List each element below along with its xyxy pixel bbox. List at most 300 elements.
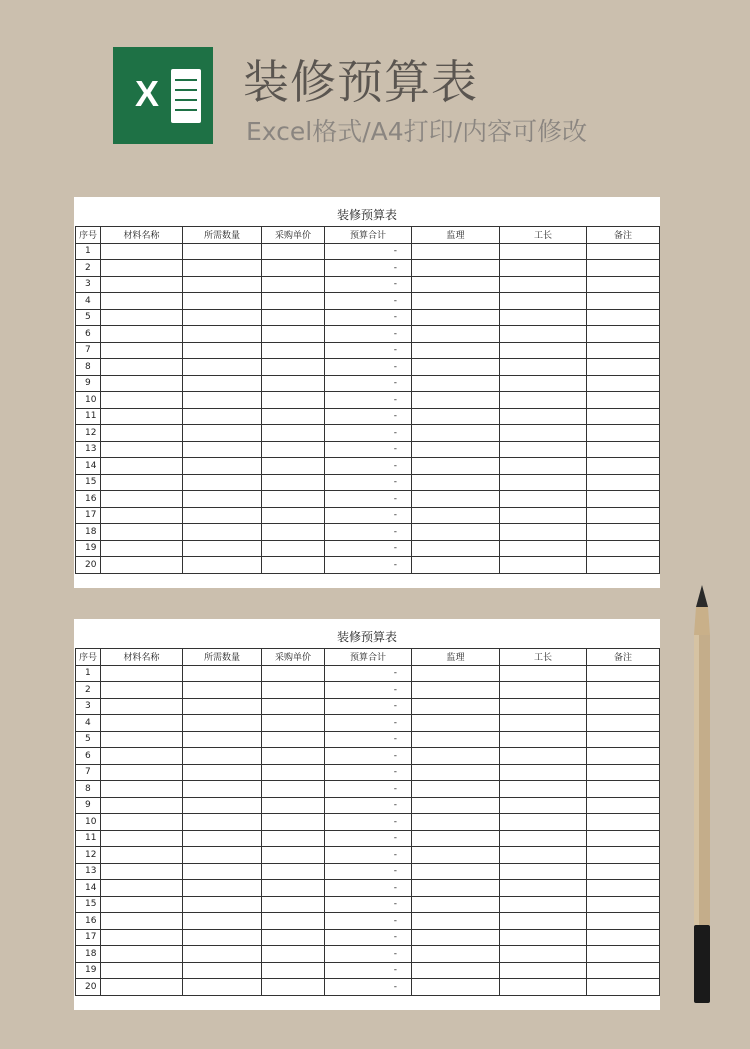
table-cell[interactable]	[500, 979, 587, 996]
table-cell[interactable]	[500, 748, 587, 765]
table-cell[interactable]	[183, 781, 262, 798]
table-cell[interactable]	[183, 830, 262, 847]
table-cell[interactable]	[101, 715, 183, 732]
table-cell[interactable]	[262, 682, 325, 699]
table-cell[interactable]	[587, 260, 660, 277]
table-cell[interactable]	[412, 731, 500, 748]
table-cell[interactable]	[587, 540, 660, 557]
budget-total-cell[interactable]: -	[325, 764, 412, 781]
table-cell[interactable]	[500, 731, 587, 748]
table-cell[interactable]	[262, 524, 325, 541]
row-number-cell: 16	[76, 913, 101, 930]
table-cell[interactable]	[101, 781, 183, 798]
table-cell[interactable]	[412, 375, 500, 392]
table-cell[interactable]	[587, 682, 660, 699]
table-cell[interactable]	[587, 896, 660, 913]
table-cell[interactable]	[500, 243, 587, 260]
budget-total-cell[interactable]: -	[325, 979, 412, 996]
table-cell[interactable]	[500, 524, 587, 541]
table-cell[interactable]	[183, 896, 262, 913]
table-cell[interactable]	[587, 524, 660, 541]
table-cell[interactable]	[101, 309, 183, 326]
table-cell[interactable]	[412, 326, 500, 343]
table-cell[interactable]	[262, 748, 325, 765]
table-cell[interactable]	[262, 326, 325, 343]
table-cell[interactable]	[183, 913, 262, 930]
budget-total-cell[interactable]: -	[325, 425, 412, 442]
table-cell[interactable]	[587, 979, 660, 996]
table-cell[interactable]	[101, 682, 183, 699]
table-row	[76, 524, 660, 541]
table-cell[interactable]	[101, 491, 183, 508]
table-cell[interactable]	[183, 260, 262, 277]
budget-total-cell[interactable]: -	[325, 748, 412, 765]
table-cell[interactable]	[587, 425, 660, 442]
table-cell[interactable]	[262, 665, 325, 682]
table-cell[interactable]	[500, 665, 587, 682]
row-number-cell: 16	[76, 491, 101, 508]
table-cell[interactable]	[262, 392, 325, 409]
table-cell[interactable]	[412, 557, 500, 574]
table-cell[interactable]	[262, 342, 325, 359]
table-cell[interactable]	[587, 507, 660, 524]
table-cell[interactable]	[183, 946, 262, 963]
table-cell[interactable]	[500, 293, 587, 310]
table-cell[interactable]	[183, 276, 262, 293]
table-cell[interactable]	[412, 540, 500, 557]
table-cell[interactable]	[412, 880, 500, 897]
table-cell[interactable]	[587, 962, 660, 979]
table-cell[interactable]	[587, 764, 660, 781]
table-cell[interactable]	[101, 557, 183, 574]
table-cell[interactable]	[587, 665, 660, 682]
table-cell[interactable]	[101, 458, 183, 475]
table-cell[interactable]	[183, 979, 262, 996]
table-cell[interactable]	[500, 326, 587, 343]
table-cell[interactable]	[412, 814, 500, 831]
table-cell[interactable]	[183, 929, 262, 946]
row-number-cell: 10	[76, 814, 101, 831]
table-cell[interactable]	[587, 929, 660, 946]
budget-total-cell[interactable]: -	[325, 830, 412, 847]
table-cell[interactable]	[500, 408, 587, 425]
table-cell[interactable]	[183, 731, 262, 748]
table-cell[interactable]	[183, 309, 262, 326]
table-cell[interactable]	[183, 847, 262, 864]
table-cell[interactable]	[500, 540, 587, 557]
table-cell[interactable]	[500, 781, 587, 798]
table-cell[interactable]	[101, 326, 183, 343]
table-cell[interactable]	[183, 375, 262, 392]
budget-total-cell[interactable]: -	[325, 814, 412, 831]
table-cell[interactable]	[101, 342, 183, 359]
table-cell[interactable]	[101, 243, 183, 260]
budget-total-cell[interactable]: -	[325, 408, 412, 425]
budget-total-cell[interactable]: -	[325, 392, 412, 409]
table-row	[76, 962, 660, 979]
budget-total-cell[interactable]: -	[325, 243, 412, 260]
table-cell[interactable]	[587, 276, 660, 293]
table-cell[interactable]	[412, 797, 500, 814]
table-cell[interactable]	[412, 830, 500, 847]
table-cell[interactable]	[183, 880, 262, 897]
table-cell[interactable]	[587, 243, 660, 260]
row-number-cell: 8	[76, 359, 101, 376]
table-cell[interactable]	[587, 441, 660, 458]
table-cell[interactable]	[412, 863, 500, 880]
table-cell[interactable]	[587, 748, 660, 765]
table-cell[interactable]	[101, 929, 183, 946]
table-cell[interactable]	[500, 474, 587, 491]
budget-total-cell[interactable]: -	[325, 557, 412, 574]
table-cell[interactable]	[262, 830, 325, 847]
table-cell[interactable]	[183, 425, 262, 442]
table-cell[interactable]	[262, 425, 325, 442]
table-cell[interactable]	[500, 814, 587, 831]
table-cell[interactable]	[183, 342, 262, 359]
budget-total-cell[interactable]: -	[325, 896, 412, 913]
table-cell[interactable]	[262, 979, 325, 996]
table-cell[interactable]	[500, 698, 587, 715]
table-cell[interactable]	[101, 665, 183, 682]
budget-total-cell[interactable]: -	[325, 946, 412, 963]
table-cell[interactable]	[262, 309, 325, 326]
table-cell[interactable]	[500, 425, 587, 442]
table-cell[interactable]	[500, 896, 587, 913]
table-cell[interactable]	[183, 715, 262, 732]
table-row	[76, 276, 660, 293]
table-cell[interactable]	[587, 698, 660, 715]
budget-total-cell[interactable]: -	[325, 665, 412, 682]
table-cell[interactable]	[412, 260, 500, 277]
table-cell[interactable]	[183, 540, 262, 557]
table-cell[interactable]	[587, 913, 660, 930]
table-cell[interactable]	[183, 359, 262, 376]
table-cell[interactable]	[587, 375, 660, 392]
table-cell[interactable]	[101, 260, 183, 277]
table-cell[interactable]	[183, 682, 262, 699]
budget-total-cell[interactable]: -	[325, 863, 412, 880]
table-cell[interactable]	[500, 847, 587, 864]
column-header: 材料名称	[101, 227, 183, 244]
table-cell[interactable]	[412, 441, 500, 458]
table-row	[76, 408, 660, 425]
table-cell[interactable]	[262, 962, 325, 979]
table-cell[interactable]	[262, 698, 325, 715]
table-cell[interactable]	[500, 359, 587, 376]
table-cell[interactable]	[500, 764, 587, 781]
budget-total-cell[interactable]: -	[325, 375, 412, 392]
table-cell[interactable]	[262, 797, 325, 814]
table-cell[interactable]	[587, 408, 660, 425]
budget-total-cell[interactable]: -	[325, 276, 412, 293]
budget-total-cell[interactable]: -	[325, 293, 412, 310]
table-cell[interactable]	[412, 715, 500, 732]
table-cell[interactable]	[101, 946, 183, 963]
table-cell[interactable]	[587, 863, 660, 880]
budget-total-cell[interactable]: -	[325, 781, 412, 798]
table-row	[76, 375, 660, 392]
table-cell[interactable]	[183, 524, 262, 541]
table-cell[interactable]	[101, 293, 183, 310]
table-cell[interactable]	[183, 293, 262, 310]
table-cell[interactable]	[500, 260, 587, 277]
table-cell[interactable]	[412, 764, 500, 781]
table-cell[interactable]	[500, 557, 587, 574]
table-cell[interactable]	[183, 474, 262, 491]
table-cell[interactable]	[101, 731, 183, 748]
table-cell[interactable]	[412, 309, 500, 326]
table-cell[interactable]	[500, 913, 587, 930]
budget-total-cell[interactable]: -	[325, 698, 412, 715]
table-cell[interactable]	[262, 929, 325, 946]
table-cell[interactable]	[101, 698, 183, 715]
table-cell[interactable]	[183, 408, 262, 425]
table-cell[interactable]	[412, 458, 500, 475]
sheet-title: 装修预算表	[336, 208, 397, 222]
table-cell[interactable]	[262, 946, 325, 963]
table-cell[interactable]	[262, 260, 325, 277]
table-cell[interactable]	[500, 830, 587, 847]
table-cell[interactable]	[262, 507, 325, 524]
table-cell[interactable]	[183, 441, 262, 458]
table-cell[interactable]	[262, 276, 325, 293]
table-cell[interactable]	[262, 243, 325, 260]
table-cell[interactable]	[183, 797, 262, 814]
table-cell[interactable]	[101, 880, 183, 897]
table-cell[interactable]	[412, 276, 500, 293]
table-row	[76, 863, 660, 880]
table-cell[interactable]	[183, 491, 262, 508]
table-cell[interactable]	[262, 847, 325, 864]
budget-total-cell[interactable]: -	[325, 359, 412, 376]
table-cell[interactable]	[412, 293, 500, 310]
table-cell[interactable]	[262, 715, 325, 732]
budget-total-cell[interactable]: -	[325, 491, 412, 508]
table-cell[interactable]	[412, 979, 500, 996]
table-cell[interactable]	[500, 491, 587, 508]
table-cell[interactable]	[412, 962, 500, 979]
table-cell[interactable]	[262, 896, 325, 913]
row-number-cell: 7	[76, 764, 101, 781]
table-row	[76, 929, 660, 946]
table-cell[interactable]	[101, 540, 183, 557]
table-cell[interactable]	[183, 962, 262, 979]
table-cell[interactable]	[262, 474, 325, 491]
table-cell[interactable]	[262, 913, 325, 930]
table-cell[interactable]	[101, 524, 183, 541]
table-cell[interactable]	[101, 375, 183, 392]
table-cell[interactable]	[101, 425, 183, 442]
table-cell[interactable]	[500, 880, 587, 897]
table-cell[interactable]	[101, 913, 183, 930]
table-cell[interactable]	[101, 797, 183, 814]
table-cell[interactable]	[183, 458, 262, 475]
table-cell[interactable]	[500, 375, 587, 392]
table-cell[interactable]	[101, 863, 183, 880]
table-cell[interactable]	[412, 665, 500, 682]
table-cell[interactable]	[500, 682, 587, 699]
table-cell[interactable]	[262, 731, 325, 748]
table-cell[interactable]	[262, 359, 325, 376]
table-cell[interactable]	[500, 458, 587, 475]
table-cell[interactable]	[587, 359, 660, 376]
table-cell[interactable]	[101, 979, 183, 996]
table-cell[interactable]	[500, 441, 587, 458]
table-cell[interactable]	[587, 557, 660, 574]
table-cell[interactable]	[500, 797, 587, 814]
budget-total-cell[interactable]: -	[325, 524, 412, 541]
budget-total-cell[interactable]: -	[325, 731, 412, 748]
table-cell[interactable]	[101, 408, 183, 425]
table-row	[76, 309, 660, 326]
row-number-cell: 14	[76, 880, 101, 897]
table-cell[interactable]	[412, 408, 500, 425]
table-cell[interactable]	[587, 342, 660, 359]
table-cell[interactable]	[262, 863, 325, 880]
table-cell[interactable]	[262, 293, 325, 310]
table-cell[interactable]	[101, 474, 183, 491]
table-cell[interactable]	[412, 392, 500, 409]
table-cell[interactable]	[262, 557, 325, 574]
table-cell[interactable]	[412, 946, 500, 963]
table-cell[interactable]	[412, 425, 500, 442]
table-cell[interactable]	[587, 474, 660, 491]
budget-total-cell[interactable]: -	[325, 929, 412, 946]
table-cell[interactable]	[262, 491, 325, 508]
row-number-cell: 8	[76, 781, 101, 798]
budget-total-cell[interactable]: -	[325, 540, 412, 557]
budget-total-cell[interactable]: -	[325, 913, 412, 930]
table-cell[interactable]	[500, 715, 587, 732]
table-cell[interactable]	[587, 309, 660, 326]
table-cell[interactable]	[183, 814, 262, 831]
table-cell[interactable]	[101, 507, 183, 524]
table-cell[interactable]	[101, 896, 183, 913]
table-cell[interactable]	[183, 243, 262, 260]
budget-total-cell[interactable]: -	[325, 458, 412, 475]
table-cell[interactable]	[262, 408, 325, 425]
table-cell[interactable]	[101, 392, 183, 409]
table-cell[interactable]	[183, 392, 262, 409]
table-cell[interactable]	[101, 359, 183, 376]
table-cell[interactable]	[412, 698, 500, 715]
table-cell[interactable]	[587, 830, 660, 847]
table-cell[interactable]	[412, 342, 500, 359]
table-cell[interactable]	[500, 276, 587, 293]
table-cell[interactable]	[587, 814, 660, 831]
table-cell[interactable]	[183, 764, 262, 781]
table-cell[interactable]	[262, 781, 325, 798]
budget-total-cell[interactable]: -	[325, 507, 412, 524]
table-cell[interactable]	[500, 392, 587, 409]
table-cell[interactable]	[412, 524, 500, 541]
table-cell[interactable]	[587, 946, 660, 963]
table-cell[interactable]	[262, 441, 325, 458]
table-cell[interactable]	[183, 748, 262, 765]
table-cell[interactable]	[412, 847, 500, 864]
table-cell[interactable]	[262, 458, 325, 475]
table-cell[interactable]	[183, 698, 262, 715]
table-cell[interactable]	[412, 243, 500, 260]
table-cell[interactable]	[500, 507, 587, 524]
table-cell[interactable]	[412, 781, 500, 798]
table-cell[interactable]	[412, 682, 500, 699]
budget-total-cell[interactable]: -	[325, 682, 412, 699]
table-cell[interactable]	[500, 309, 587, 326]
table-cell[interactable]	[262, 375, 325, 392]
table-cell[interactable]	[412, 929, 500, 946]
row-number-cell: 1	[76, 243, 101, 260]
table-cell[interactable]	[587, 781, 660, 798]
table-cell[interactable]	[101, 764, 183, 781]
table-cell[interactable]	[183, 326, 262, 343]
budget-total-cell[interactable]: -	[325, 474, 412, 491]
table-cell[interactable]	[183, 863, 262, 880]
table-cell[interactable]	[101, 962, 183, 979]
table-cell[interactable]	[262, 540, 325, 557]
budget-total-cell[interactable]: -	[325, 797, 412, 814]
table-cell[interactable]	[101, 847, 183, 864]
table-cell[interactable]	[183, 557, 262, 574]
table-cell[interactable]	[587, 880, 660, 897]
table-cell[interactable]	[412, 913, 500, 930]
table-cell[interactable]	[183, 507, 262, 524]
table-cell[interactable]	[500, 962, 587, 979]
table-cell[interactable]	[500, 929, 587, 946]
table-cell[interactable]	[587, 731, 660, 748]
table-cell[interactable]	[587, 392, 660, 409]
budget-total-cell[interactable]: -	[325, 260, 412, 277]
table-cell[interactable]	[101, 814, 183, 831]
table-cell[interactable]	[101, 441, 183, 458]
budget-total-cell[interactable]: -	[325, 847, 412, 864]
table-cell[interactable]	[262, 814, 325, 831]
table-cell[interactable]	[412, 896, 500, 913]
table-cell[interactable]	[412, 507, 500, 524]
table-cell[interactable]	[500, 946, 587, 963]
budget-total-cell[interactable]: -	[325, 309, 412, 326]
budget-total-cell[interactable]: -	[325, 880, 412, 897]
table-cell[interactable]	[500, 342, 587, 359]
table-cell[interactable]	[183, 665, 262, 682]
table-cell[interactable]	[587, 326, 660, 343]
table-cell[interactable]	[262, 880, 325, 897]
table-cell[interactable]	[412, 474, 500, 491]
table-row	[76, 293, 660, 310]
table-cell[interactable]	[412, 748, 500, 765]
budget-total-cell[interactable]: -	[325, 441, 412, 458]
budget-total-cell[interactable]: -	[325, 715, 412, 732]
table-cell[interactable]	[412, 491, 500, 508]
table-cell[interactable]	[500, 863, 587, 880]
table-cell[interactable]	[101, 830, 183, 847]
table-cell[interactable]	[587, 293, 660, 310]
table-cell[interactable]	[587, 458, 660, 475]
table-cell[interactable]	[412, 359, 500, 376]
table-cell[interactable]	[101, 276, 183, 293]
row-number-cell: 7	[76, 342, 101, 359]
table-cell[interactable]	[587, 847, 660, 864]
table-cell[interactable]	[587, 715, 660, 732]
budget-total-cell[interactable]: -	[325, 326, 412, 343]
budget-total-cell[interactable]: -	[325, 962, 412, 979]
budget-total-cell[interactable]: -	[325, 342, 412, 359]
table-cell[interactable]	[101, 748, 183, 765]
table-cell[interactable]	[587, 491, 660, 508]
table-cell[interactable]	[262, 764, 325, 781]
table-cell[interactable]	[587, 797, 660, 814]
